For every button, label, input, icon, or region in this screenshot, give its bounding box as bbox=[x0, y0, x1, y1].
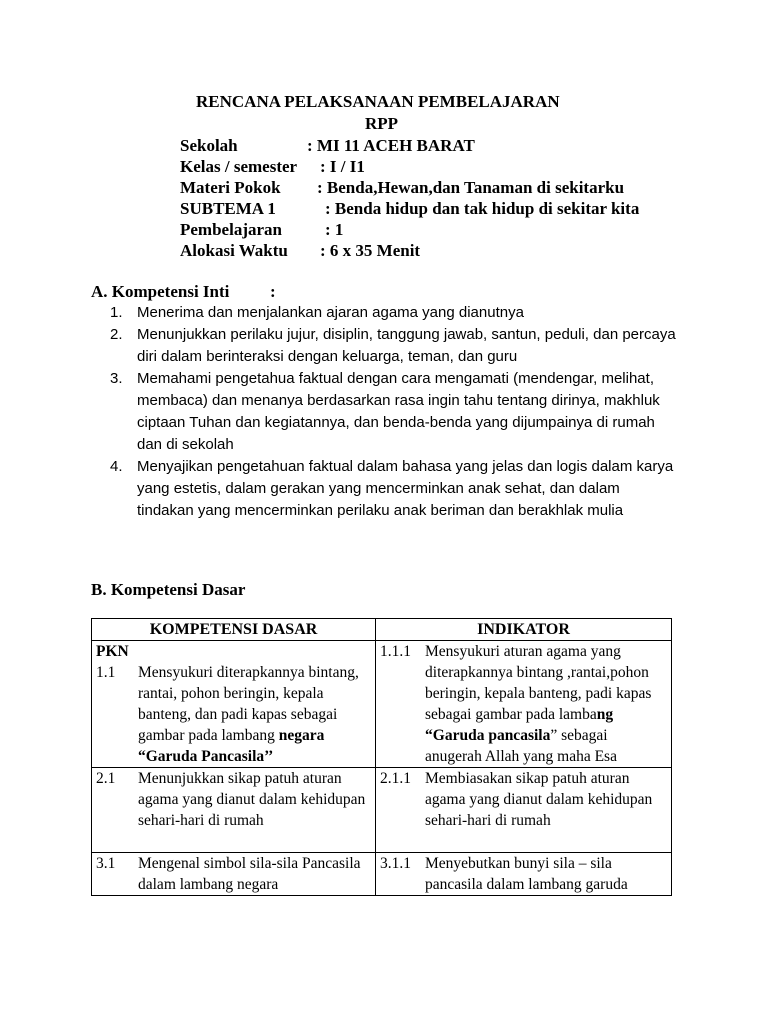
table-cell-kd bbox=[92, 768, 376, 853]
kompetensi-dasar-table bbox=[91, 618, 672, 896]
meta-label: Materi Pokok bbox=[180, 178, 281, 197]
meta-label: Pembelajaran bbox=[180, 220, 282, 239]
table-header-indikator: INDIKATOR bbox=[376, 619, 672, 641]
indikator-text-bold: ng “Garuda pancasila bbox=[425, 706, 614, 744]
kompetensi-inti-list bbox=[110, 302, 680, 522]
list-item-text: Memahami pengetahua faktual dengan cara mengamati (mendengar, melihat, membaca) dan menanya berdasarkan rasa ingin tahu tentang dirinya, makhluk ciptaan Tuhan dan kegiatannya, dan benda-benda yang dijumpainya di rumah dan di sekolah bbox=[137, 370, 660, 453]
indikator-entry bbox=[380, 768, 667, 831]
table-cell-kd bbox=[92, 853, 376, 896]
list-item-text: Menerima dan menjalankan ajaran agama yang dianutnya bbox=[137, 304, 524, 321]
kd-number: 2.1 bbox=[96, 770, 116, 787]
kd-number: 1.1 bbox=[96, 664, 116, 681]
kd-text: Mensyukuri diterapkannya bintang, rantai, pohon beringin, kepala banteng, dan padi kapas sebagai gambar pada lambang bbox=[138, 664, 359, 744]
list-item-text: Menunjukkan perilaku jujur, disiplin, tanggung jawab, santun, peduli, dan percaya diri dalam berinteraksi dengan keluarga, teman, dan guru bbox=[137, 326, 676, 365]
table-cell-kd bbox=[92, 641, 376, 768]
table-row bbox=[92, 853, 672, 896]
meta-value: : I / I1 bbox=[320, 157, 365, 176]
list-item-number: 2. bbox=[110, 326, 123, 343]
indikator-number: 3.1.1 bbox=[380, 855, 412, 872]
table-row bbox=[92, 768, 672, 853]
kd-entry bbox=[96, 662, 371, 767]
document-subtitle: RPP bbox=[365, 114, 399, 133]
kd-text-bold: negara “Garuda Pancasila’’ bbox=[138, 727, 325, 765]
list-item bbox=[110, 324, 680, 368]
indikator-text: Menyebutkan bunyi sila – sila pancasila dalam lambang garuda bbox=[425, 855, 628, 893]
meta-label: SUBTEMA 1 bbox=[180, 199, 276, 218]
list-item bbox=[110, 302, 680, 324]
section-a-heading: A. Kompetensi Inti bbox=[91, 282, 230, 301]
list-item bbox=[110, 368, 680, 456]
list-item-text: Menyajikan pengetahuan faktual dalam bahasa yang jelas dan logis dalam karya yang estetis, dalam gerakan yang mencerminkan anak sehat, dan dalam tindakan yang mencerminkan perilaku anak beriman dan berakhlak mulia bbox=[137, 458, 674, 519]
meta-value: : Benda,Hewan,dan Tanaman di sekitarku bbox=[317, 178, 625, 197]
section-a-colon: : bbox=[270, 282, 276, 301]
table-header-row bbox=[92, 619, 672, 641]
list-item-number: 3. bbox=[110, 370, 123, 387]
table-cell-indikator bbox=[376, 853, 672, 896]
kd-entry bbox=[96, 853, 371, 895]
list-item bbox=[110, 456, 680, 522]
indikator-text: Membiasakan sikap patuh aturan agama yang dianut dalam kehidupan sehari-hari di rumah bbox=[425, 770, 653, 829]
meta-label: Sekolah bbox=[180, 136, 238, 155]
document-title: RENCANA PELAKSANAAN PEMBELAJARAN bbox=[196, 92, 560, 111]
indikator-number: 2.1.1 bbox=[380, 770, 412, 787]
indikator-text-tail: ” sebagai anugerah Allah yang maha Esa bbox=[425, 727, 617, 765]
list-item-number: 4. bbox=[110, 458, 123, 475]
kd-entry bbox=[96, 768, 371, 831]
table-header-kompetensi: KOMPETENSI DASAR bbox=[92, 619, 376, 641]
meta-value: : Benda hidup dan tak hidup di sekitar kita bbox=[325, 199, 640, 218]
subject-label: PKN bbox=[96, 643, 129, 660]
indikator-text: Mensyukuri aturan agama yang diterapkannya bintang ,rantai,pohon beringin, kepala banteng, padi kapas sebagai gambar pada lamba bbox=[425, 643, 652, 723]
meta-value: : 6 x 35 Menit bbox=[320, 241, 421, 260]
kd-text: Mengenal simbol sila-sila Pancasila dalam lambang negara bbox=[138, 855, 361, 893]
kd-number: 3.1 bbox=[96, 855, 116, 872]
kd-text: Menunjukkan sikap patuh aturan agama yang dianut dalam kehidupan sehari-hari di rumah bbox=[138, 770, 366, 829]
indikator-entry bbox=[380, 853, 667, 895]
table-row bbox=[92, 641, 672, 768]
section-b-heading: B. Kompetensi Dasar bbox=[91, 580, 246, 599]
meta-label: Kelas / semester bbox=[180, 157, 298, 176]
list-item-number: 1. bbox=[110, 304, 123, 321]
indikator-entry bbox=[380, 641, 667, 767]
table-cell-indikator bbox=[376, 768, 672, 853]
meta-label: Alokasi Waktu bbox=[180, 241, 288, 260]
table-cell-indikator bbox=[376, 641, 672, 768]
meta-value: : 1 bbox=[325, 220, 344, 239]
indikator-number: 1.1.1 bbox=[380, 643, 412, 660]
meta-value: : MI 11 ACEH BARAT bbox=[307, 136, 475, 155]
